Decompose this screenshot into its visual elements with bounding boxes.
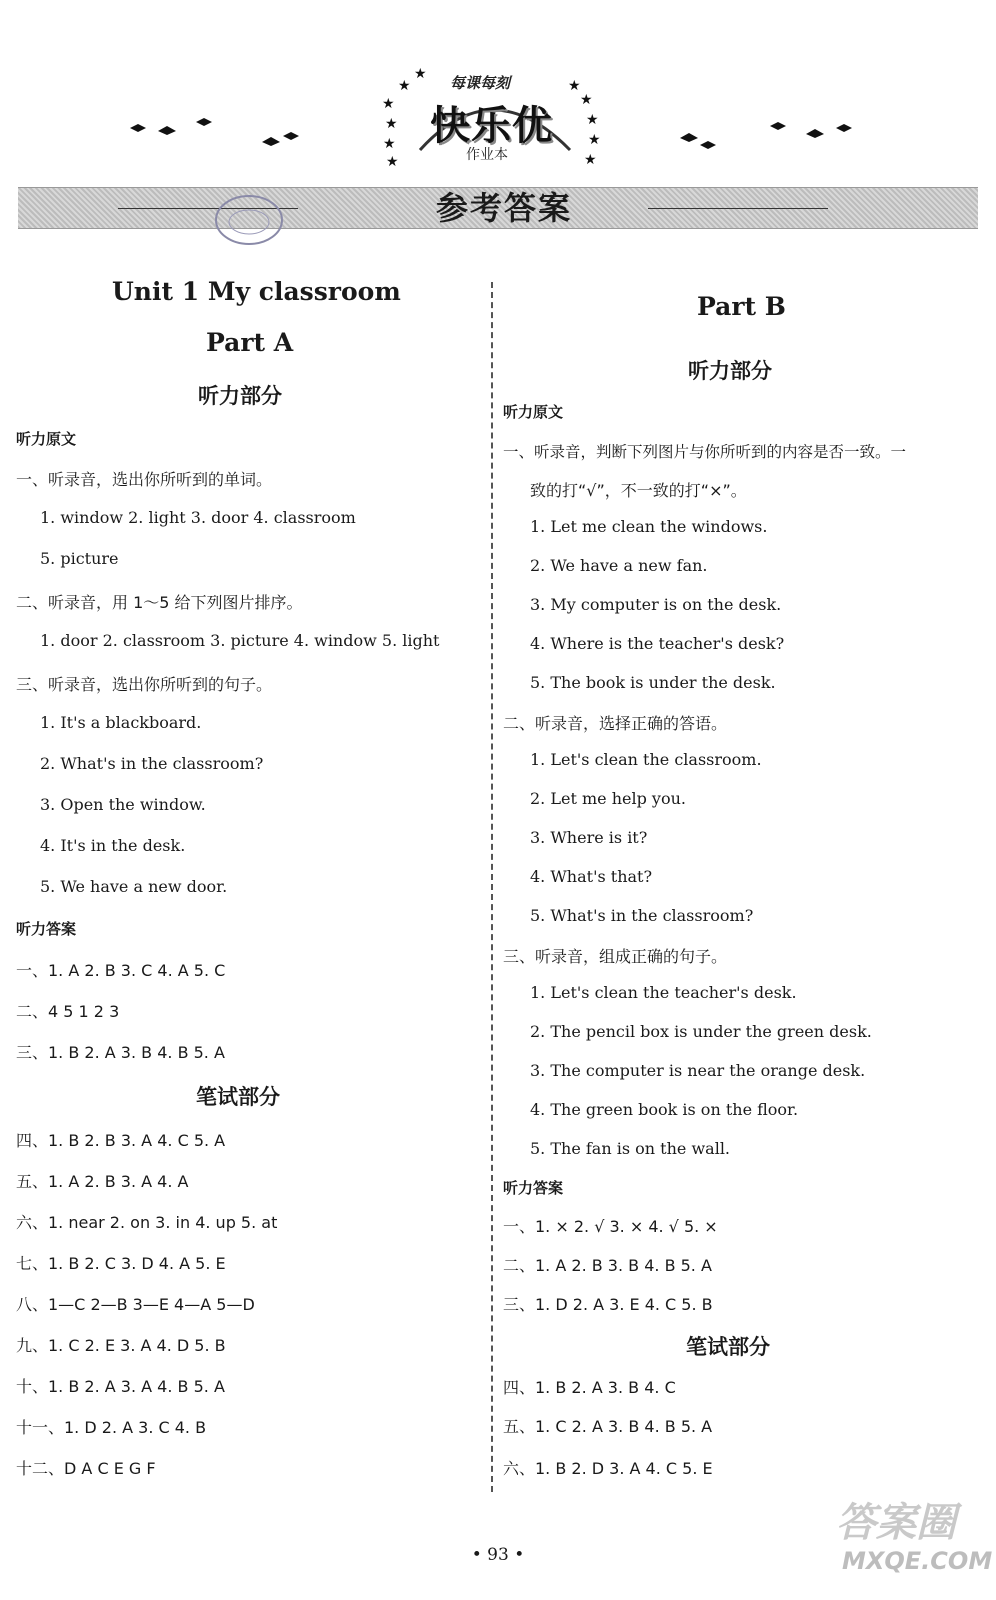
watermark-brand: 答案圈 (836, 1500, 956, 1546)
answer-line: 七、1. B 2. C 3. D 4. A 5. E (16, 1254, 226, 1273)
part-a-title: Part A (206, 328, 294, 357)
script-line: 3. Open the window. (40, 795, 206, 814)
written-section-heading: 笔试部分 (196, 1085, 280, 1109)
answer-line: 六、1. B 2. D 3. A 4. C 5. E (503, 1459, 713, 1478)
answer-line: 九、1. C 2. E 3. A 4. D 5. B (16, 1336, 226, 1355)
script-label: 听力原文 (503, 403, 564, 421)
unit-title: Unit 1 My classroom (112, 277, 401, 306)
question-title: 二、听录音，选择正确的答语。 (503, 714, 728, 733)
answer-line: 六、1. near 2. on 3. in 4. up 5. at (16, 1213, 278, 1232)
script-line: 5. We have a new door. (40, 877, 228, 896)
logo-main-text: 快乐优 (430, 103, 553, 149)
svg-text:★: ★ (385, 116, 398, 132)
flower-icons-left (130, 118, 299, 155)
script-line: 4. What's that? (530, 867, 653, 886)
answer-banner (18, 187, 978, 229)
script-line: 2. We have a new fan. (530, 556, 708, 575)
answer-line: 1. window 2. light 3. door 4. classroom (40, 508, 356, 527)
svg-text:★: ★ (584, 152, 597, 168)
question-title: 一、听录音，判断下列图片与你所听到的内容是否一致。一 (503, 443, 907, 461)
answer-line: 二、4 5 1 2 3 (16, 1002, 120, 1021)
svg-text:★: ★ (586, 112, 599, 128)
banner-title: 参考答案 (436, 189, 573, 227)
written-section-heading: 笔试部分 (686, 1335, 770, 1359)
answer-line: 八、1—C 2—B 3—E 4—A 5—D (16, 1295, 255, 1314)
answer-line: 十、1. B 2. A 3. A 4. B 5. A (16, 1377, 225, 1396)
question-title: 二、听录音，用 1～5 给下列图片排序。 (16, 593, 303, 612)
question-title: 一、听录音，选出你所听到的单词。 (16, 470, 273, 489)
answer-line: 三、1. B 2. A 3. B 4. B 5. A (16, 1043, 225, 1062)
svg-text:★: ★ (382, 96, 395, 112)
svg-text:★: ★ (386, 154, 399, 170)
svg-text:★: ★ (383, 136, 396, 152)
svg-text:★: ★ (580, 92, 593, 108)
column-divider (491, 282, 493, 1492)
script-line: 3. The computer is near the orange desk. (530, 1061, 866, 1080)
script-line: 2. The pencil box is under the green desk. (530, 1022, 872, 1041)
script-line: 5. The book is under the desk. (530, 673, 776, 692)
svg-text:★: ★ (398, 78, 411, 94)
answers-label: 听力答案 (16, 920, 77, 938)
script-line: 1. Let's clean the teacher's desk. (530, 983, 797, 1002)
answer-line: 四、1. B 2. B 3. A 4. C 5. A (16, 1131, 226, 1150)
answer-line: 五、1. C 2. A 3. B 4. B 5. A (503, 1417, 713, 1436)
answer-line: 五、1. A 2. B 3. A 4. A (16, 1172, 189, 1191)
banner-rule-right (648, 208, 828, 209)
question-title: 三、听录音，选出你所听到的句子。 (16, 675, 273, 694)
answer-line: 三、1. D 2. A 3. E 4. C 5. B (503, 1295, 713, 1314)
script-line: 2. Let me help you. (530, 789, 686, 808)
question-title: 三、听录音，组成正确的句子。 (503, 947, 728, 966)
answer-line: 十二、D A C E G F (16, 1459, 156, 1478)
answer-line: 四、1. B 2. A 3. B 4. C (503, 1378, 676, 1397)
question-title-cont: 致的打“√”，不一致的打“×”。 (530, 481, 747, 500)
listening-section-heading: 听力部分 (198, 384, 282, 408)
logo-sub-text: 作业本 (466, 147, 508, 163)
answer-line: 一、1. × 2. √ 3. × 4. √ 5. × (503, 1217, 718, 1236)
answer-line: 二、1. A 2. B 3. B 4. B 5. A (503, 1256, 712, 1275)
page-number: • 93 • (471, 1545, 525, 1565)
script-line: 4. Where is the teacher's desk? (530, 634, 785, 653)
answer-line: 一、1. A 2. B 3. C 4. A 5. C (16, 961, 226, 980)
script-line: 4. It's in the desk. (40, 836, 186, 855)
stamp-seal (212, 192, 286, 248)
svg-text:★: ★ (588, 132, 601, 148)
watermark-site: MXQE.COM (842, 1547, 993, 1575)
page-header (0, 0, 996, 250)
script-line: 1. It's a blackboard. (40, 713, 202, 732)
script-label: 听力原文 (16, 430, 77, 448)
script-line: 3. Where is it? (530, 828, 648, 847)
brand-logo (378, 60, 618, 180)
script-line: 1. Let's clean the classroom. (530, 750, 762, 769)
answer-line: 1. door 2. classroom 3. picture 4. window 5. light (40, 631, 440, 650)
svg-text:★: ★ (414, 66, 427, 82)
script-line: 2. What's in the classroom? (40, 754, 264, 773)
answer-line: 5. picture (40, 549, 119, 568)
script-line: 3. My computer is on the desk. (530, 595, 782, 614)
flower-icons-right (680, 122, 852, 158)
script-line: 4. The green book is on the floor. (530, 1100, 799, 1119)
answers-label: 听力答案 (503, 1179, 564, 1197)
script-line: 1. Let me clean the windows. (530, 517, 768, 536)
logo-top-text: 每课每刻 (450, 74, 511, 92)
script-line: 5. The fan is on the wall. (530, 1139, 731, 1158)
part-b-title: Part B (697, 292, 786, 321)
listening-section-heading: 听力部分 (688, 359, 772, 383)
watermark-logo (828, 1485, 993, 1595)
answer-line: 十一、1. D 2. A 3. C 4. B (16, 1418, 207, 1437)
svg-text:★: ★ (568, 78, 581, 94)
script-line: 5. What's in the classroom? (530, 906, 754, 925)
